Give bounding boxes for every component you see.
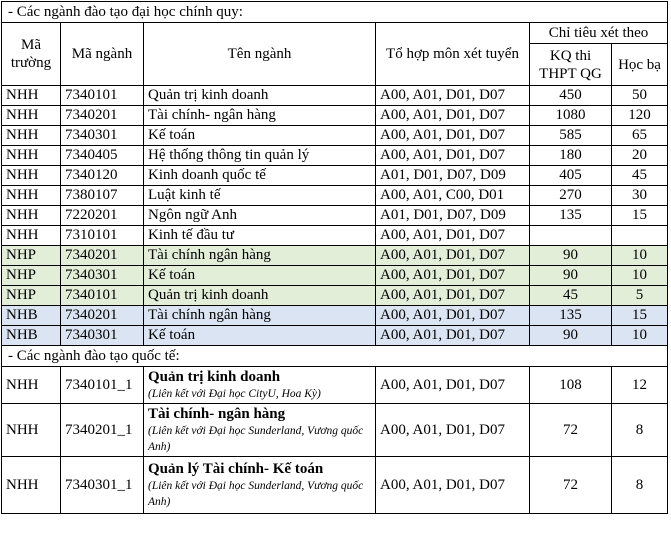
cell-subject-combo: A01, D01, D07, D09: [376, 166, 530, 186]
cell-major-code: 7340101: [61, 86, 144, 106]
cell-subject-combo: A00, A01, D01, D07: [376, 226, 530, 246]
cell-major-code: 7340201: [61, 246, 144, 266]
cell-quota-exam: 135: [530, 306, 612, 326]
cell-quota-transcript: 12: [612, 367, 668, 404]
cell-school-code: NHB: [2, 306, 61, 326]
cell-quota-exam: 45: [530, 286, 612, 306]
cell-school-code: NHP: [2, 246, 61, 266]
cell-quota-transcript: 5: [612, 286, 668, 306]
cell-quota-exam: 270: [530, 186, 612, 206]
section-regular-title: - Các ngành đào tạo đại học chính quy:: [2, 2, 668, 23]
table-row: [2, 206, 668, 226]
cell-program: [144, 367, 376, 404]
admissions-table-container: [1, 1, 670, 514]
cell-quota-exam: 90: [530, 326, 612, 346]
cell-quota-exam: 180: [530, 146, 612, 166]
header-major-name: Tên ngành: [144, 23, 376, 86]
intl-table-row: [2, 367, 668, 404]
cell-subject-combo: A00, A01, D01, D07: [376, 404, 530, 457]
cell-school-code: NHH: [2, 126, 61, 146]
cell-quota-exam: 405: [530, 166, 612, 186]
cell-major-code: 7340301: [61, 266, 144, 286]
section-intl-row: [2, 346, 668, 367]
table-row: [2, 286, 668, 306]
header-subject-combo: Tổ hợp môn xét tuyển: [376, 23, 530, 86]
cell-major-code: 7340301: [61, 126, 144, 146]
cell-quota-transcript: 10: [612, 266, 668, 286]
cell-major-name: Quản trị kinh doanh: [144, 86, 376, 106]
cell-quota-transcript: 50: [612, 86, 668, 106]
cell-subject-combo: A00, A01, D01, D07: [376, 306, 530, 326]
table-row: [2, 186, 668, 206]
cell-major-code: 7340201: [61, 306, 144, 326]
cell-program: [144, 457, 376, 514]
cell-quota-exam: [530, 226, 612, 246]
program-name: Tài chính- ngân hàng: [148, 406, 286, 422]
cell-quota-exam: 90: [530, 246, 612, 266]
cell-major-name: Kế toán: [144, 326, 376, 346]
table-row: [2, 166, 668, 186]
cell-major-code: 7340301_1: [61, 457, 144, 514]
section-intl-title: - Các ngành đào tạo quốc tế:: [2, 346, 668, 367]
cell-major-code: 7340120: [61, 166, 144, 186]
table-row: [2, 326, 668, 346]
cell-quota-transcript: 10: [612, 246, 668, 266]
cell-school-code: NHH: [2, 186, 61, 206]
cell-school-code: NHH: [2, 457, 61, 514]
cell-quota-transcript: 20: [612, 146, 668, 166]
header-school-code: Mã trường: [2, 23, 61, 86]
cell-major-code: 7220201: [61, 206, 144, 226]
table-row: [2, 146, 668, 166]
cell-school-code: NHP: [2, 266, 61, 286]
table-row: [2, 246, 668, 266]
cell-major-name: Kinh tế đầu tư: [144, 226, 376, 246]
cell-quota-exam: 72: [530, 457, 612, 514]
cell-school-code: NHH: [2, 226, 61, 246]
table-row: [2, 266, 668, 286]
cell-major-code: 7340201: [61, 106, 144, 126]
program-name: Quản trị kinh doanh: [148, 369, 281, 385]
cell-quota-exam: 72: [530, 404, 612, 457]
cell-major-name: Tài chính ngân hàng: [144, 246, 376, 266]
table-row: [2, 126, 668, 146]
cell-program: [144, 404, 376, 457]
cell-quota-exam: 585: [530, 126, 612, 146]
cell-subject-combo: A00, A01, D01, D07: [376, 367, 530, 404]
cell-quota-transcript: 8: [612, 404, 668, 457]
cell-major-code: 7340101_1: [61, 367, 144, 404]
cell-school-code: NHH: [2, 106, 61, 126]
section-regular-row: [2, 2, 668, 23]
cell-quota-exam: 450: [530, 86, 612, 106]
cell-subject-combo: A00, A01, D01, D07: [376, 286, 530, 306]
cell-quota-transcript: 120: [612, 106, 668, 126]
cell-quota-transcript: 15: [612, 306, 668, 326]
cell-subject-combo: A00, A01, D01, D07: [376, 126, 530, 146]
cell-subject-combo: A00, A01, C00, D01: [376, 186, 530, 206]
cell-subject-combo: A00, A01, D01, D07: [376, 326, 530, 346]
header-quota: Chỉ tiêu xét theo: [530, 23, 668, 44]
cell-school-code: NHH: [2, 367, 61, 404]
cell-subject-combo: A00, A01, D01, D07: [376, 266, 530, 286]
cell-school-code: NHH: [2, 86, 61, 106]
cell-subject-combo: A00, A01, D01, D07: [376, 457, 530, 514]
cell-school-code: NHB: [2, 326, 61, 346]
cell-major-name: Kế toán: [144, 266, 376, 286]
program-partner-note: (Liên kết với Đại học Sunderland, Vương quốc Anh): [148, 425, 364, 453]
intl-table-row: [2, 404, 668, 457]
header-quota-transcript: Học bạ: [612, 44, 668, 86]
header-row-top: [2, 23, 668, 44]
cell-major-name: Tài chính ngân hàng: [144, 306, 376, 326]
intl-table-row: [2, 457, 668, 514]
program-partner-note: (Liên kết với Đại học Sunderland, Vương quốc Anh): [148, 480, 364, 508]
admissions-table: [1, 1, 668, 514]
cell-major-name: Ngôn ngữ Anh: [144, 206, 376, 226]
cell-quota-transcript: 30: [612, 186, 668, 206]
cell-quota-exam: 1080: [530, 106, 612, 126]
cell-major-name: Quản trị kinh doanh: [144, 286, 376, 306]
cell-major-code: 7340301: [61, 326, 144, 346]
table-row: [2, 306, 668, 326]
program-partner-note: (Liên kết với Đại học CityU, Hoa Kỳ): [148, 388, 321, 400]
cell-quota-transcript: 15: [612, 206, 668, 226]
cell-quota-transcript: 8: [612, 457, 668, 514]
cell-quota-transcript: 65: [612, 126, 668, 146]
cell-school-code: NHH: [2, 206, 61, 226]
program-name: Quản lý Tài chính- Kế toán: [148, 461, 324, 477]
cell-school-code: NHH: [2, 146, 61, 166]
cell-major-code: 7340201_1: [61, 404, 144, 457]
cell-major-name: Luật kinh tế: [144, 186, 376, 206]
cell-major-code: 7340101: [61, 286, 144, 306]
header-major-code: Mã ngành: [61, 23, 144, 86]
cell-major-name: Kế toán: [144, 126, 376, 146]
table-row: [2, 86, 668, 106]
cell-major-name: Tài chính- ngân hàng: [144, 106, 376, 126]
cell-subject-combo: A00, A01, D01, D07: [376, 106, 530, 126]
cell-quota-transcript: 45: [612, 166, 668, 186]
cell-major-name: Kinh doanh quốc tế: [144, 166, 376, 186]
cell-major-code: 7340405: [61, 146, 144, 166]
cell-subject-combo: A00, A01, D01, D07: [376, 246, 530, 266]
cell-school-code: NHH: [2, 404, 61, 457]
cell-quota-transcript: [612, 226, 668, 246]
cell-subject-combo: A00, A01, D01, D07: [376, 86, 530, 106]
cell-quota-transcript: 10: [612, 326, 668, 346]
cell-quota-exam: 108: [530, 367, 612, 404]
table-row: [2, 226, 668, 246]
cell-major-code: 7380107: [61, 186, 144, 206]
cell-quota-exam: 135: [530, 206, 612, 226]
cell-school-code: NHP: [2, 286, 61, 306]
cell-school-code: NHH: [2, 166, 61, 186]
cell-quota-exam: 90: [530, 266, 612, 286]
table-row: [2, 106, 668, 126]
header-quota-exam: KQ thi THPT QG: [530, 44, 612, 86]
cell-subject-combo: A00, A01, D01, D07: [376, 146, 530, 166]
cell-major-name: Hệ thống thông tin quản lý: [144, 146, 376, 166]
cell-subject-combo: A01, D01, D07, D09: [376, 206, 530, 226]
cell-major-code: 7310101: [61, 226, 144, 246]
